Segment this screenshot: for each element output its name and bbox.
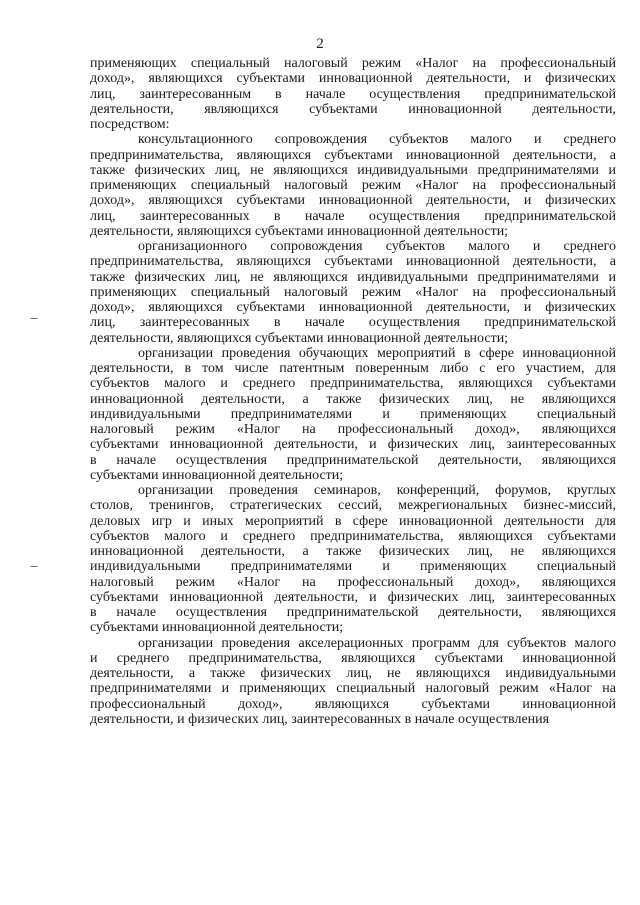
paragraph-line: доход», являющихся субъектами инновационной деятельности, и физических <box>90 71 616 87</box>
paragraph-line: деятельности, а также физических лиц, не являющихся индивидуальными <box>90 666 616 681</box>
page-number: 2 <box>316 36 324 52</box>
paragraph-line: субъектами инновационной деятельности, и физических лиц, заинтересованных <box>90 589 616 605</box>
paragraph-line: организационного сопровождения субъектов малого и среднего <box>138 239 616 254</box>
paragraph-line: деятельности, являющихся субъектами инновационной деятельности; <box>90 330 509 346</box>
paragraph-line: деловых игр и иных мероприятий в сфере инновационной деятельности для <box>90 513 616 529</box>
paragraph-line: и среднего предпринимательства, являющихся субъектами инновационной <box>90 650 616 666</box>
paragraph-line: субъектами инновационной деятельности, и физических лиц, заинтересованных <box>90 437 616 453</box>
paragraph-line: инновационной деятельности, а также физических лиц, не являющихся <box>90 544 616 559</box>
paragraph-line: индивидуальными предпринимателями и применяющих специальный <box>90 559 616 575</box>
paragraph-line: организации проведения акселерационных программ для субъектов малого <box>138 635 616 651</box>
paragraph-line: налоговый режим «Налог на профессиональный доход», являющихся <box>90 422 616 437</box>
paragraph-line: столов, тренингов, стратегических сессий, межрегиональных бизнес-миссий, <box>90 498 616 514</box>
document-body <box>90 56 616 727</box>
paragraph-line: консультационного сопровождения субъектов малого и среднего <box>138 132 616 148</box>
paragraph-line: также физических лиц, не являющихся индивидуальными предпринимателями и <box>90 269 616 285</box>
paragraph-line: лиц, заинтересованных в начале осуществления предпринимательской <box>90 315 616 331</box>
paragraph-line: посредством: <box>90 117 170 132</box>
paragraph-line: предпринимателями и применяющих специальный налоговый режим «Налог на <box>90 681 616 697</box>
paragraph-line: деятельности, в том числе патентным поверенным либо с его участием, для <box>90 361 616 376</box>
paragraph-line: применяющих специальный налоговый режим «Налог на профессиональный <box>90 284 616 300</box>
paragraph-line: доход», являющихся субъектами инновационной деятельности, и физических <box>90 300 616 315</box>
paragraph-line: субъектов малого и среднего предпринимательства, являющихся субъектами <box>90 528 616 544</box>
paragraph-line: инновационной деятельности, а также физических лиц, не являющихся <box>90 391 616 407</box>
paragraph-line: налоговый режим «Налог на профессиональный доход», являющихся <box>90 574 616 590</box>
paragraph-line: лиц, заинтересованных в начале осуществления предпринимательской <box>90 208 616 224</box>
paragraph-line: субъектами инновационной деятельности; <box>90 467 344 483</box>
paragraph-line: также физических лиц, не являющихся индивидуальными предпринимателями и <box>90 162 616 178</box>
scan-margin-mark <box>30 566 38 568</box>
paragraph-line: деятельности, являющихся субъектами инновационной деятельности, <box>90 101 616 117</box>
paragraph-line: лиц, заинтересованным в начале осуществления предпринимательской <box>90 86 616 102</box>
paragraph-line: деятельности, являющихся субъектами инновационной деятельности; <box>90 223 509 239</box>
paragraph-line: субъектами инновационной деятельности; <box>90 620 344 636</box>
paragraph-line: деятельности, и физических лиц, заинтересованных в начале осуществления <box>90 711 550 727</box>
paragraph-line: предпринимательства, являющихся субъектами инновационной деятельности, а <box>90 147 616 163</box>
paragraph-line: организации проведения обучающих мероприятий в сфере инновационной <box>138 345 616 361</box>
paragraph-line: применяющих специальный налоговый режим «Налог на профессиональный <box>90 178 616 193</box>
paragraph-line: в начале осуществления предпринимательской деятельности, являющихся <box>90 605 616 620</box>
paragraph-line: применяющих специальный налоговый режим «Налог на профессиональный <box>90 56 616 71</box>
paragraph-line: индивидуальными предпринимателями и применяющих специальный <box>90 406 616 422</box>
paragraph-line: предпринимательства, являющихся субъектами инновационной деятельности, а <box>90 254 616 270</box>
paragraph-line: профессиональный доход», являющихся субъектами инновационной <box>90 696 616 712</box>
scan-margin-mark <box>30 318 38 320</box>
paragraph-line: субъектов малого и среднего предпринимательства, являющихся субъектами <box>90 376 616 392</box>
paragraph-line: в начале осуществления предпринимательской деятельности, являющихся <box>90 452 616 468</box>
paragraph-line: организации проведения семинаров, конференций, форумов, круглых <box>138 483 616 498</box>
paragraph-line: доход», являющихся субъектами инновационной деятельности, и физических <box>90 193 616 209</box>
